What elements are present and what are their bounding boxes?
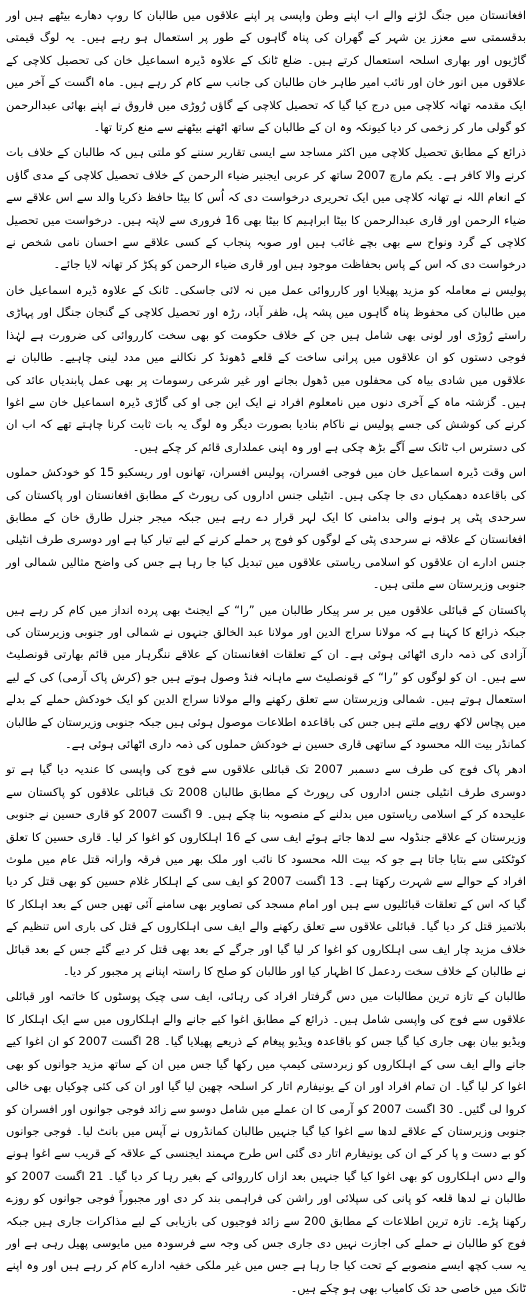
article-paragraph: پولیس نے معاملہ کو مزید پھیلایا اور کارروائی عمل میں نہ لائی جاسکی۔ ٹانک کے علاوہ ڈیرہ اسماعیل خان میں طالبان کی محفوظ پناہ گاہوں میں پشہ پل، ظفر آباد، رڑہ اور تحصیل کلاچی کے گنجان جنگل اور پہاڑی راستے رُوڑی اور لونی بھی شامل ہیں جن کے خلاف حکومت کو بھی سخت کارروائی کی ضرورت ہے لہٰذا فوجی دستوں کو ان علاقوں میں پرانی ساخت کے قلعے ڈھونڈ کر نکالنے میں مدد لینی چاہیے۔ طالبان نے علاقوں میں شادی بیاہ کی محفلوں میں ڈھول بجانے اور غیر شرعی رسومات پر بھی عمل پابندیاں عائد کی ہیں۔ گزشتہ ماہ کے آخری دنوں میں نامعلوم افراد نے ایک این جی او کی گاڑی ڈیرہ اسماعیل خان سے اغوا کرنے کی کوشش کی جسے پولیس نے ناکام بنادیا بصورت دیگر وہ لوگ یہ بات ثابت کرنا چاہتے تھے کہ اب ان کی دسترس اب ٹانک سے آگے بڑھ چکی ہے اور وہ اپنی عملداری قائم کر چکے ہیں۔: [6, 282, 526, 454]
article-paragraph: پاکستان کے قبائلی علاقوں میں بر سر پیکار طالبان میں ”را“ کے ایجنٹ بھی پرده انداز میں کام کر رہے ہیں جبکہ ذرائع کا کہنا ہے کہ مولانا سراج الدین اور مولانا عبد الخالق جنہوں نے شمالی اور جنوبی وزیرستان کی آزادی کی ذمہ داری اٹھائی ہوئی ہے۔ ان کے تعلقات افغانستان کے علاقے ننگرہار میں قائم بھارتی قونصلیٹ سے ہیں۔ ان کو لوگوں کو ”را“ کے قونصلیٹ سے ماہانہ فنڈ وصول ہوتے ہیں جو (کرش پاک آرمی) کی کے لیے استعمال ہوتے ہیں۔ شمالی وزیرستان سے تعلق رکھنے والے مولانا سراج الدین کو ایک خودکش حملے کے بدلے میں پچاس لاکھ روپے ملتے ہیں جس کی باقاعدہ اطلاعات موصول ہوئی ہیں جبکہ جنوبی وزیرستان کے طالبان کمانڈر بیت اللہ محسود کے ساتھی قاری حسین نے خودکش حملوں کی ذمہ داری اٹھائی ہوئی ہے۔: [6, 602, 526, 751]
article-paragraph: اس وقت ڈیرہ اسماعیل خان میں فوجی افسران، پولیس افسران، تھانوں اور ریسکیو 15 کو خودکش حملوں کی باقاعدہ دھمکیاں دی جا چکی ہیں۔ انٹیلی جنس اداروں کی رپورٹ کے مطابق افغانستان اور پاکستان کی سرحدی پٹی پر ہونے والی بدامنی کا ایک لہر قرار دے رہے ہیں جبکہ میجر جنرل طارق خان کے مطابق افغانستان کے علاقہ نے سرحدی پٹی کے لوگوں کو فوج پر حملے کرنے کے لیے تیار کیا ہے اور دوسری طرف انٹیلی جنس ادارے ان علاقوں کو اسلامی ریاستی علاقوں میں تبدیل کیا جا رہا ہے جس کی واضح مثالیں شمالی اور جنوبی وزیرستان سے ملتی ہیں۔: [6, 465, 526, 592]
article-paragraph: طالبان کے تازہ ترین مطالبات میں دس گرفتار افراد کی رہائی، ایف سی چیک پوسٹوں کا خاتمہ اور قبائلی علاقوں سے فوج کی واپسی شامل ہیں۔ ذرائع کے مطابق اغوا کیے جانے والے اہلکاروں میں سے ایک اہلکار کا ویڈیو بیان بھی جاری کیا گیا جس کو باقاعدہ ویڈیو پیغام کے ذریعے پھیلایا گیا۔ 28 اگست 2007 کو ان اغوا کیے جانے والے ایف سی کے اہلکاروں کو زبردستی کیمپ میں رکھا گیا جس میں ان کے ساتھ مزید جوانوں کو بھی اغوا کر لیا گیا۔ ان تمام افراد اور ان کے یونیفارم اتار کر اسلحہ چھین لیا گیا اور ان کی کئی چوکیاں بھی خالی کروا لی گئیں۔ 30 اگست 2007 کو آرمی کا ان عملے میں شامل دوسو سے زائد فوجی جوانوں اور افسران کو جنوبی وزیرستان کے علاقے لدھا سے اغوا کیا گیا جنہیں طالبان کمانڈروں نے آپس میں بانٹ لیا۔ فوجی جوانوں کو بے دست و پا کر کے ان کی یونیفارم اتار دی گئی اس طرح مہمند ایجنسی کے علاقہ کے قریب سے اغوا ہونے والے دس اہلکاروں کو بھی اغوا کیا گیا جنہیں بعد ازاں کارروائی کے بغیر رہا کر دیا گیا۔ 21 اگست 2007 کو طالبان نے لدھا قلعہ کو پانی کی سپلائی اور راشن کی فراہمی بند کر دی اور مجبوراً فوجی جوانوں کو روزے رکھنا پڑے۔ تازہ ترین اطلاعات کے مطابق 200 سے زائد فوجیوں کی بازیابی کے لیے مذاکرات جاری ہیں جبکہ فوج کو طالبان نے حملے کی اجازت نہیں دی جاری جس کی وجہ سے فرسودہ میں مایوسی پھیل رہی ہے اور یہ سب کچھ ایسے منصوبے کے تحت کیا جا رہا ہے جس میں غیر ملکی خفیہ ادارے کام کر رہے ہیں اور وہ اپنے ٹانک میں خاصی حد تک کامیاب بھی ہو چکے ہیں۔: [6, 989, 526, 1295]
article-paragraph: ادھر پاک فوج کی طرف سے دسمبر 2007 تک قبائلی علاقوں سے فوج کی واپسی کا عندیہ دیا گیا ہے تو دوسری طرف انٹیلی جنس اداروں کی رپورٹ کے مطابق طالبان 2008 تک قبائلی علاقوں کو پاکستان سے علیحدہ کر کے اسلامی ریاستوں میں بدلنے کے منصوبہ بنا چکے ہیں۔ 9 اگست 2007 کو قاری حسین نے جنوبی وزیرستان کے علاقے جنڈولہ سے لدھا جاتے ہوئے ایف سی کے 16 اہلکاروں کو اغوا کر لیا۔ قاری حسین کا تعلق کوٹکئی سے بتایا جاتا ہے جو کہ بیت اللہ محسود کا نائب اور ملک بھر میں فرقہ وارانہ قتل عام میں ملوث افراد کے حوالے سے شہرت رکھتا ہے۔ 13 اگست 2007 کو ایف سی کے اہلکار غلام حسین کو بھی قتل کر دیا گیا کہ اس کے تعلقات قبائلیوں سے ہیں اور امام مسجد کی تصاویر بھی سامنے آئی تھیں جس کے بعد اہلکار کا بلاتمیز قتل کر دیا گیا۔ قبائلی علاقوں سے تعلق رکھنے والے ایف سی اہلکاروں کے قتل کی باری اس تنظیم کے خلاف مزید چار ایف سی اہلکاروں کو اغوا کر لیا گیا اور جرگے کے بعد بھی قتل کر دیے گئے جس کے بعد قبائل نے طالبان کے خلاف سخت ردعمل کا اظہار کیا اور طالبان کو صلح کا راستہ اپنانے پر مجبور کر دیا۔: [6, 762, 526, 979]
article-paragraph: ذرائع کے مطابق تحصیل کلاچی میں اکثر مساجد سے ایسی تقاریر سننے کو ملتی ہیں کہ طالبان کے خلاف بات کرنے والا کافر ہے۔ یکم مارچ 2007 ساتھ کر عربی ایجنیر ضیاء الرحمن کے خلاف تحصیل کلاچی کے مدی گاؤں کے انعام اللہ نے تھانہ کلاچی میں ایک تحریری درخواست دی کہ اُس کا بیٹا حافظ ذکریا والد سے اس علاقے سے ضیاء الرحمن اور قاری عبدالرحمن کا بیٹا ابراہیم کا بیٹا بھی 16 فروری سے لاپتہ ہیں۔ درخواست میں تحصیل کلاچی کے گرد ونواح سے بھی بچے غائب ہیں اور صوبہ پنجاب کے کسی علاقے سے احسان نامی شخص نے درخواست دی کہ اس کے پاس بحفاظت موجود ہیں اور قاری ضیاء الرحمن کو پکڑ کر تھانہ لایا جائے۔: [6, 145, 526, 272]
article-paragraph: افغانستان میں جنگ لڑنے والے اب اپنے وطن واپسی پر اپنے علاقوں میں طالبان کا روپ دھارے بیٹھے ہیں اور بدقسمتی سے معزز ین شہر کے گھران کی پناہ گاہوں کے طور پر استعمال ہو رہے ہیں۔ یہ لوگ قیمتی گاڑیوں اور بھاری اسلحہ استعمال کرتے ہیں۔ ضلع ٹانک کے علاوہ ڈیرہ اسماعیل خان کی تحصیل کلاچی کے علاقوں میں انور خان اور نائب امیر طاہر خان طالبان کی جانب سے کام کر رہے ہیں۔ ماہ اگست کے آخر میں ایک مقدمہ تھانہ کلاچی میں درج کیا گیا کہ تحصیل کلاچی کے گاؤں رُوڑی میں فاروق نے اپنے بھائی عبدالرحمن کو گولی مار کر زخمی کر دیا کیونکہ وہ ان کے طالبان کے ساتھ اٹھنے بیٹھنے سے منع کرتا تھا۔: [6, 8, 526, 135]
